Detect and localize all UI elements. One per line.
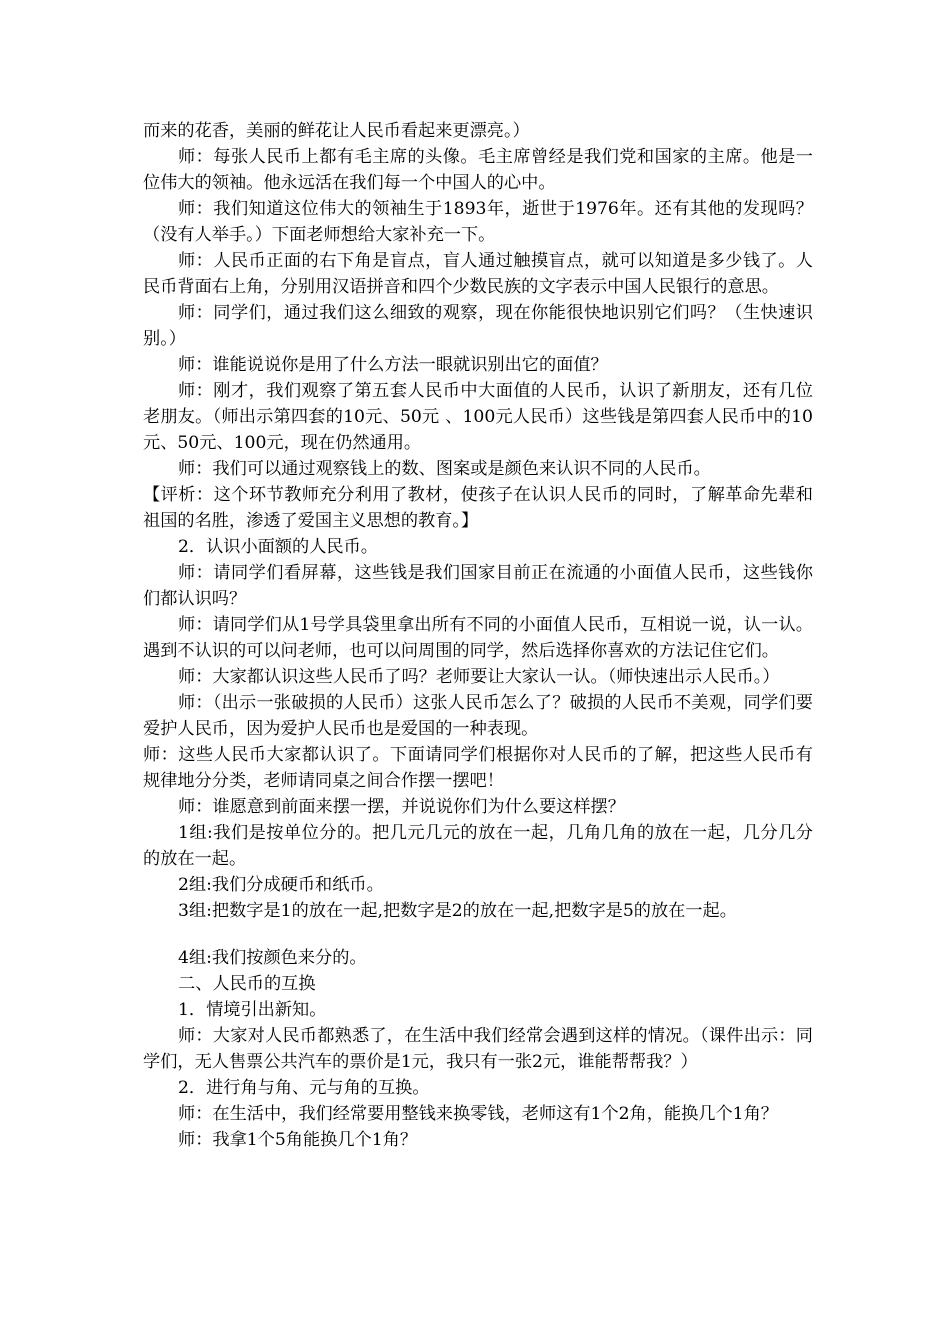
paragraph: 4组:我们按颜色来分的。 bbox=[178, 948, 367, 968]
paragraph: 1组:我们是按单位分的。把几元几元的放在一起，几角几角的放在一起，几分几分的放在一起。 bbox=[143, 823, 813, 869]
section-heading: 2．认识小面额的人民币。 bbox=[178, 537, 378, 557]
paragraph: 师：大家对人民币都熟悉了，在生活中我们经常会遇到这样的情况。（课件出示：同学们，无人售票公共汽车的票价是1元，我只有一张2元，谁能帮帮我？） bbox=[143, 1026, 813, 1072]
commentary-paragraph: 【评析：这个环节教师充分利用了教材，使孩子在认识人民币的同时，了解革命先辈和祖国的名胜，渗透了爱国主义思想的教育。】 bbox=[143, 485, 813, 531]
document-page bbox=[143, 118, 813, 1153]
paragraph: 师：在生活中，我们经常要用整钱来换零钱，老师这有1个2角，能换几个1角？ bbox=[178, 1104, 778, 1124]
paragraph: 师：每张人民币上都有毛主席的头像。毛主席曾经是我们党和国家的主席。他是一位伟大的领袖。他永远活在我们每一个中国人的心中。 bbox=[143, 147, 813, 193]
subsection-heading: 2．进行角与角、元与角的互换。 bbox=[178, 1078, 430, 1098]
paragraph: 师：请同学们从1号学具袋里拿出所有不同的小面值人民币，互相说一说，认一认。遇到不认识的可以问老师，也可以问周围的同学，然后选择你喜欢的方法记住它们。 bbox=[143, 615, 813, 661]
paragraph: 师：刚才，我们观察了第五套人民币中大面值的人民币，认识了新朋友，还有几位老朋友。（师出示第四套的10元、50元 、100元人民币）这些钱是第四套人民币中的10元、50元、100元，现在仍然通用。 bbox=[143, 381, 813, 453]
paragraph: 师：谁愿意到前面来摆一摆，并说说你们为什么要这样摆？ bbox=[178, 797, 625, 817]
paragraph: 师：（出示一张破损的人民币）这张人民币怎么了？破损的人民币不美观，同学们要爱护人民币，因为爱护人民币也是爱国的一种表现。 bbox=[143, 693, 813, 739]
section-heading: 二、人民币的互换 bbox=[178, 974, 316, 994]
paragraph: 3组:把数字是1的放在一起,把数字是2的放在一起,把数字是5的放在一起。 bbox=[178, 901, 737, 921]
paragraph: 2组:我们分成硬币和纸币。 bbox=[178, 875, 384, 895]
paragraph: 师：我们知道这位伟大的领袖生于1893年，逝世于1976年。还有其他的发现吗？（没有人举手。）下面老师想给大家补充一下。 bbox=[143, 199, 813, 245]
paragraph: 而来的花香，美丽的鲜花让人民币看起来更漂亮。） bbox=[143, 121, 530, 141]
paragraph: 师：人民币正面的右下角是盲点，盲人通过触摸盲点，就可以知道是多少钱了。人民币背面右上角，分别用汉语拼音和四个少数民族的文字表示中国人民银行的意思。 bbox=[143, 251, 813, 297]
paragraph: 师：这些人民币大家都认识了。下面请同学们根据你对人民币的了解，把这些人民币有规律地分分类，老师请同桌之间合作摆一摆吧！ bbox=[143, 745, 813, 791]
paragraph: 师：谁能说说你是用了什么方法一眼就识别出它的面值？ bbox=[178, 355, 608, 375]
paragraph: 师：同学们，通过我们这么细致的观察，现在你能很快地识别它们吗？（生快速识别。） bbox=[143, 303, 813, 349]
paragraph: 师：我拿1个5角能换几个1角？ bbox=[178, 1130, 418, 1150]
subsection-heading: 1．情境引出新知。 bbox=[178, 1000, 327, 1020]
paragraph: 师：大家都认识这些人民币了吗？老师要让大家认一认。（师快速出示人民币。） bbox=[178, 667, 780, 687]
paragraph: 师：请同学们看屏幕，这些钱是我们国家目前正在流通的小面值人民币，这些钱你们都认识吗？ bbox=[143, 563, 813, 609]
blank-line bbox=[143, 924, 813, 945]
paragraph: 师：我们可以通过观察钱上的数、图案或是颜色来认识不同的人民币。 bbox=[178, 459, 711, 479]
